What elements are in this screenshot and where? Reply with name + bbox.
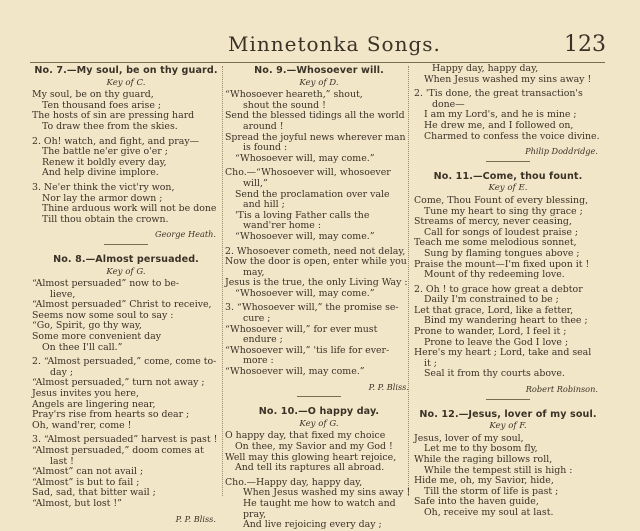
- verse-line: Renew it boldly every day,: [42, 156, 167, 168]
- verse-line: Streams of mercy, never ceasing,: [414, 216, 572, 228]
- hymn-key: Key of F.: [489, 421, 527, 432]
- verse-line: 3. “Whosoever will,” the promise se-: [225, 302, 399, 314]
- verse-line: Come, Thou Fount of every blessing,: [414, 194, 589, 206]
- verse-line: Cho.—Happy day, happy day,: [225, 476, 363, 488]
- hymn-separator: [486, 399, 530, 400]
- verse-line: 3. Ne'er think the vict'ry won,: [32, 181, 175, 193]
- verse-line: and hill ;: [243, 199, 285, 211]
- verse-line: “Almost persuaded,” doom comes at: [32, 445, 204, 456]
- verse-line: Well may this glowing heart rejoice,: [225, 451, 397, 463]
- stanza: [414, 89, 602, 142]
- verse-line: Prone to wander, Lord, I feel it ;: [414, 326, 567, 338]
- verse-line: shout the sound !: [243, 99, 326, 111]
- verse-line: “Whosoever will,” for ever must: [225, 323, 378, 335]
- hymn-author: P. P. Bliss.: [175, 513, 216, 524]
- verse-line: is found :: [243, 142, 288, 154]
- verse-line: Seal it from thy courts above.: [424, 368, 565, 380]
- verse-line: 2. 'Tis done, the great transaction's: [414, 88, 583, 100]
- verse-line: He taught me how to watch and: [243, 497, 396, 509]
- stanza: [225, 303, 413, 377]
- verse-line: pray,: [243, 508, 267, 520]
- verse-line: 2. “Almost persuaded,” come, come to-: [32, 356, 217, 368]
- verse-line: Now the door is open, enter while you: [225, 256, 407, 268]
- hymn-separator: [297, 396, 341, 397]
- hymn-8: [32, 255, 220, 524]
- verse-line: Ten thousand foes arise ;: [42, 99, 162, 111]
- hymn-author: Philip Doddridge.: [525, 146, 598, 157]
- verse-line: Some more convenient day: [32, 331, 162, 343]
- verse-line: more :: [243, 355, 274, 367]
- hymn-author: Robert Robinson.: [525, 384, 598, 395]
- verse-line: Praise the mount—I'm fixed upon it !: [414, 258, 590, 270]
- verse-line: Charmed to confess the voice divine.: [424, 130, 600, 142]
- verse-line: Let me to thy bosom fly,: [424, 443, 538, 455]
- verse-line: On thee I'll call.”: [42, 341, 123, 353]
- verse-line: around !: [243, 120, 284, 132]
- column-left: [32, 64, 220, 524]
- stanza: [32, 90, 220, 132]
- verse-line: wand'rer home :: [243, 220, 321, 232]
- verse-line: Pray'rs rise from hearts so dear ;: [32, 409, 190, 421]
- verse-line: “Whosoever will, may come.”: [235, 230, 375, 242]
- hymn-title: No. 10.—O happy day.: [258, 406, 380, 418]
- verse-line: done—: [432, 98, 465, 110]
- verse-line: Teach me some melodious sonnet,: [414, 237, 577, 249]
- hymn-key: Key of E.: [488, 183, 528, 194]
- verse-line: Mount of thy redeeming love.: [424, 269, 565, 281]
- hymn-title: No. 8.—Almost persuaded.: [53, 253, 199, 265]
- hymn-title: No. 12.—Jesus, lover of my soul.: [419, 408, 597, 420]
- verse-line: “Whosoever will, may come.”: [235, 152, 375, 164]
- verse-line: The battle ne'er give o'er ;: [42, 146, 168, 158]
- verse-line: Safe into the haven guide,: [414, 496, 539, 508]
- verse-line: Tune my heart to sing thy grace ;: [424, 205, 583, 217]
- hymn-12: [414, 410, 602, 519]
- verse-line: Jesus invites you here,: [32, 388, 139, 400]
- verse-line: day ;: [50, 366, 74, 378]
- hymn-title: No. 11.—Come, thou fount.: [433, 170, 583, 182]
- hymn-10: [225, 407, 413, 531]
- hymn-key: Key of D.: [299, 77, 339, 88]
- verse-line: Jesus, lover of my soul,: [414, 432, 524, 444]
- verse-line: The hosts of sin are pressing hard: [32, 110, 195, 122]
- hymn-11: [414, 172, 602, 400]
- verse-line: last !: [50, 455, 74, 467]
- verse-line: 2. Oh! watch, and fight, and pray—: [32, 135, 200, 147]
- stanza: [225, 431, 413, 473]
- hymn-key: Key of G.: [299, 418, 339, 429]
- verse-line: While the tempest still is high :: [424, 464, 573, 476]
- stanza: [225, 168, 413, 242]
- hymn-key: Key of C.: [106, 77, 146, 88]
- stanza: [414, 434, 602, 519]
- verse-line: Till thou obtain the crown.: [42, 213, 169, 225]
- hymn-9: [225, 66, 413, 397]
- verse-line: Till the storm of life is past ;: [424, 485, 559, 497]
- verse-line: Daily I'm constrained to be ;: [424, 294, 559, 306]
- stanza: [32, 183, 220, 225]
- verse-line: He drew me, and I followed on,: [424, 119, 574, 131]
- hymn-7: [32, 66, 220, 245]
- verse-line: And help divine implore.: [42, 167, 159, 179]
- verse-line: “Almost persuaded,” turn not away ;: [32, 377, 205, 389]
- verse-line: On thee, my Savior and my God !: [235, 441, 393, 452]
- verse-line: “Go, Spirit, go thy way,: [32, 320, 142, 332]
- verse-line: O happy day, that fixed my choice: [225, 430, 386, 442]
- verse-line: Let that grace, Lord, like a fetter,: [414, 304, 574, 316]
- verse-line: Nor lay the armor down ;: [42, 192, 163, 204]
- hymn-10-continued: [414, 64, 602, 162]
- running-head-title: Minnetonka Songs.: [228, 32, 441, 56]
- verse-line: My soul, be on thy guard,: [32, 89, 154, 101]
- verse-line: “Whosoever will,” 'tis life for ever-: [225, 344, 390, 356]
- verse-line: Oh, wand'rer, come !: [32, 419, 132, 431]
- verse-line: Jesus is the true, the only Living Way :: [225, 277, 408, 289]
- verse-line: Prone to leave the God I love ;: [424, 336, 569, 348]
- verse-line: “Almost” can not avail ;: [32, 466, 144, 478]
- verse-line: “Whosoever will, may come.”: [225, 366, 365, 378]
- verse-line: Hide me, oh, my Savior, hide,: [414, 475, 554, 487]
- verse-line: 2. Whosoever cometh, need not delay,: [225, 245, 406, 257]
- stanza: [225, 90, 413, 164]
- verse-line: And live rejoicing every day ;: [243, 519, 382, 531]
- stanza: [225, 478, 413, 531]
- stanza: [32, 279, 220, 353]
- verse-line: Thine arduous work will not be done: [42, 203, 217, 215]
- column-divider: [222, 66, 223, 496]
- verse-line: may,: [243, 266, 265, 278]
- verse-line: 'Tis a loving Father calls the: [235, 209, 370, 221]
- verse-line: Seems now some soul to say :: [32, 309, 174, 321]
- hymn-title: No. 7.—My soul, be on thy guard.: [34, 65, 218, 76]
- stanza: [225, 247, 413, 300]
- verse-line: will,”: [243, 177, 268, 189]
- hymn-key: Key of G.: [106, 266, 146, 277]
- verse-line: When Jesus washed my sins away !: [424, 73, 592, 85]
- verse-line: “Almost, but lost !”: [32, 497, 122, 509]
- page-number: 123: [564, 32, 606, 57]
- verse-line: cure ;: [243, 313, 271, 325]
- verse-line: 3. “Almost persuaded” harvest is past !: [32, 434, 218, 446]
- column-middle: [225, 64, 413, 531]
- verse-line: Happy day, happy day,: [432, 63, 539, 74]
- verse-line: “Almost persuaded” now to be-: [32, 278, 180, 290]
- stanza: [414, 64, 602, 85]
- verse-line: Here's my heart ; Lord, take and seal: [414, 347, 592, 359]
- verse-line: Sung by flaming tongues above ;: [424, 247, 580, 259]
- verse-line: Angels are lingering near,: [32, 398, 156, 410]
- verse-line: it ;: [424, 357, 437, 369]
- hymn-author: P. P. Bliss.: [368, 381, 409, 392]
- verse-line: When Jesus washed my sins away !: [243, 487, 411, 499]
- verse-line: Bind my wandering heart to thee ;: [424, 315, 588, 327]
- hymn-separator: [104, 244, 148, 245]
- stanza: [32, 137, 220, 179]
- verse-line: “Whosoever heareth,” shout,: [225, 89, 363, 101]
- verse-line: And tell its raptures all abroad.: [235, 462, 385, 474]
- verse-line: lieve,: [50, 288, 76, 300]
- verse-line: “Almost persuaded” Christ to receive,: [32, 299, 212, 311]
- verse-line: endure ;: [243, 334, 283, 346]
- column-right: [414, 63, 602, 518]
- verse-line: Cho.—“Whosoever will, whosoever: [225, 167, 391, 179]
- verse-line: Send the blessed tidings all the world: [225, 110, 405, 122]
- verse-line: “Almost” is but to fail ;: [32, 476, 140, 488]
- verse-line: To draw thee from the skies.: [42, 120, 178, 132]
- hymn-separator: [486, 161, 530, 162]
- verse-line: “Whosoever will, may come.”: [235, 287, 375, 299]
- stanza: [32, 435, 220, 509]
- stanza: [32, 357, 220, 431]
- hymn-title: No. 9.—Whosoever will.: [254, 65, 384, 76]
- verse-line: Oh, receive my soul at last.: [424, 506, 554, 518]
- stanza: [414, 285, 602, 380]
- verse-line: 2. Oh ! to grace how great a debtor: [414, 283, 583, 295]
- verse-line: Spread the joyful news wherever man: [225, 131, 406, 143]
- verse-line: I am my Lord's, and he is mine ;: [424, 109, 577, 121]
- verse-line: Send the proclamation over vale: [235, 188, 390, 200]
- verse-line: Call for songs of loudest praise ;: [424, 226, 579, 238]
- verse-line: Sad, sad, that bitter wail ;: [32, 487, 156, 499]
- hymn-author: George Heath.: [155, 229, 216, 240]
- stanza: [414, 196, 602, 281]
- verse-line: While the raging billows roll,: [414, 454, 553, 465]
